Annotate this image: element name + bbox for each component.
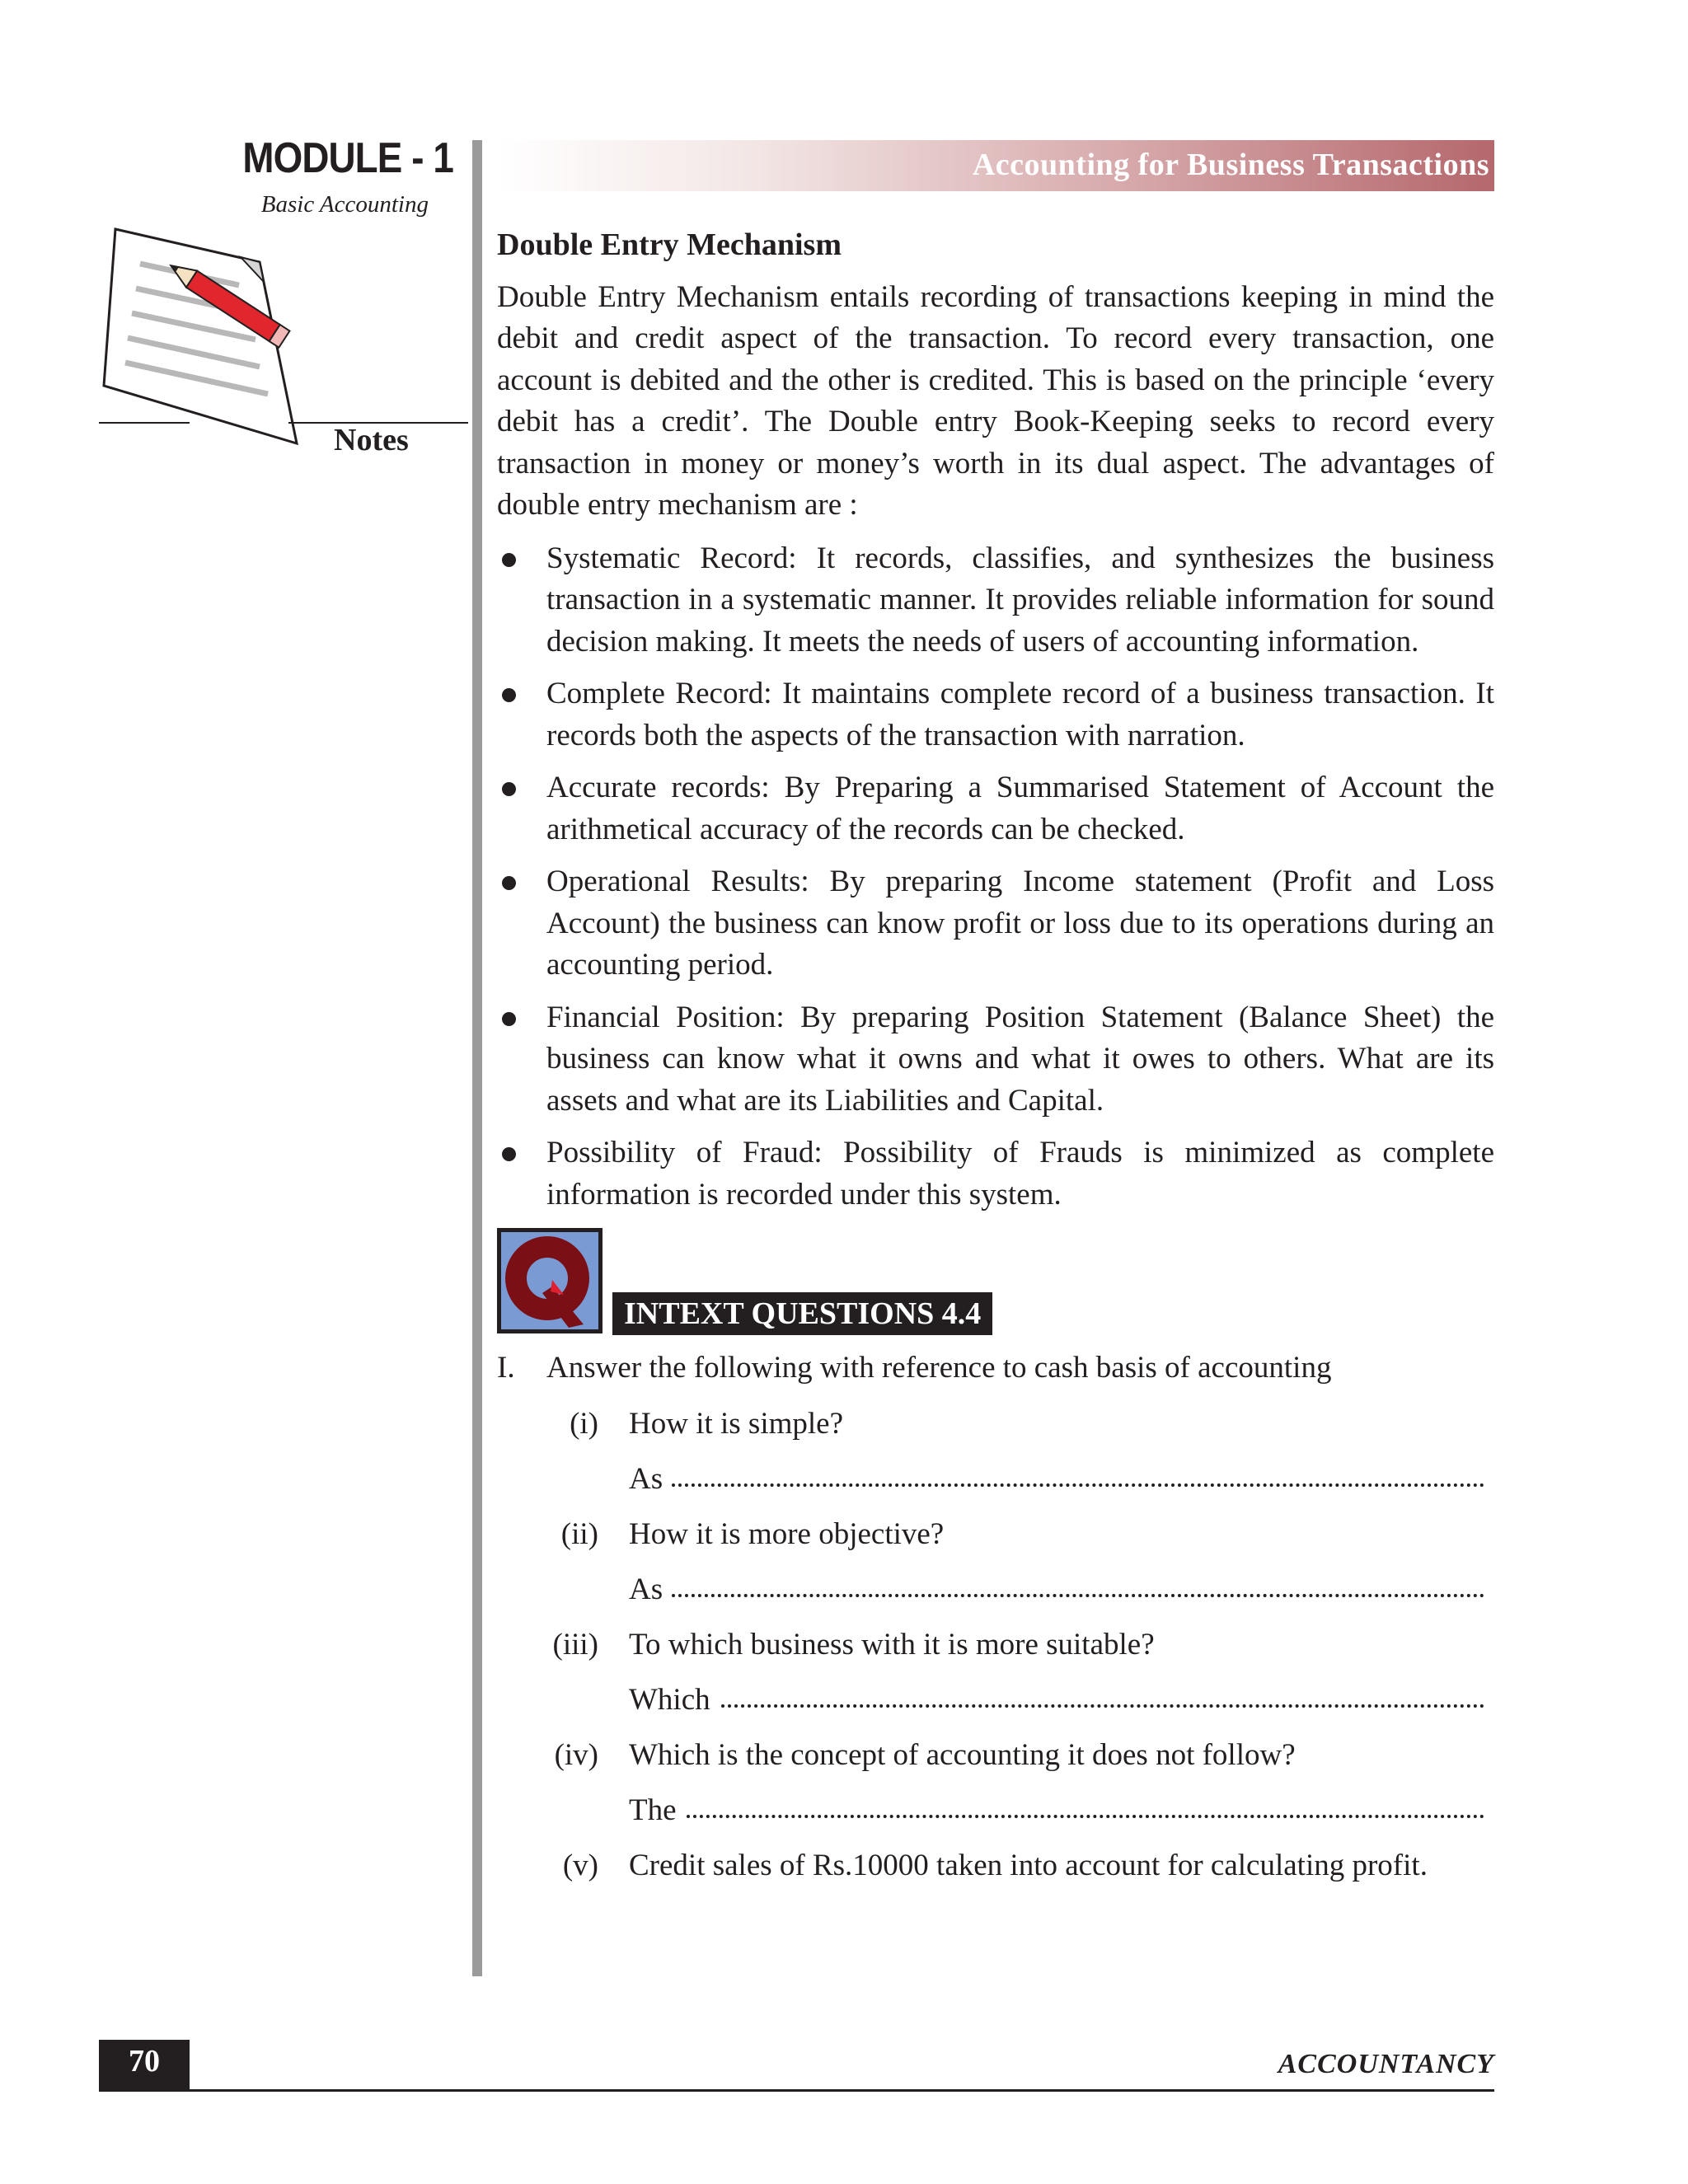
answer-dots: [672, 1594, 1484, 1597]
sub-question-text: How it is more objective?: [629, 1516, 945, 1551]
sub-question: [497, 1845, 1494, 1900]
banner-title: Accounting for Business Transactions: [972, 148, 1489, 182]
answer-start: As: [629, 1572, 663, 1606]
list-item: Possibility of Fraud: Possibility of Frauds is minimized as complete information is recorded under this system.: [497, 1132, 1494, 1216]
question-number: I.: [497, 1351, 515, 1385]
answer-start: Which: [629, 1682, 710, 1717]
footer-book-title: ACCOUNTANCY: [1278, 2049, 1494, 2079]
sub-question-text: Credit sales of Rs.10000 taken into account for calculating profit.: [629, 1848, 1428, 1882]
intext-label: INTEXT QUESTIONS 4.4: [612, 1292, 992, 1335]
advantages-list: [497, 538, 1494, 1216]
answer-line[interactable]: [497, 1680, 1494, 1735]
sub-question-number: (v): [562, 1848, 598, 1882]
sub-question-text: Which is the concept of accounting it does not follow?: [629, 1737, 1296, 1772]
answer-dots: [672, 1483, 1484, 1487]
module-subtitle: Basic Accounting: [260, 191, 429, 218]
bullet-icon: [502, 553, 516, 567]
footer-rule: [99, 2089, 1494, 2092]
answer-line[interactable]: [497, 1459, 1494, 1514]
bullet-icon: [502, 782, 516, 796]
answer-start: The: [629, 1793, 677, 1827]
page-number: 70: [129, 2044, 160, 2079]
question-text: Answer the following with reference to cash basis of accounting: [546, 1351, 1332, 1385]
bullet-icon: [502, 1147, 516, 1161]
question-main: [497, 1347, 1494, 1390]
list-item: Complete Record: It maintains complete record of a business transaction. It records both the aspects of the transaction with narration.: [497, 673, 1494, 757]
list-item: Accurate records: By Preparing a Summarised Statement of Account the arithmetical accuracy of the records can be checked.: [497, 767, 1494, 851]
sub-question-text: To which business with it is more suitable?: [629, 1627, 1155, 1661]
chapter-banner: [497, 140, 1494, 191]
list-item: Operational Results: By preparing Income statement (Profit and Loss Account) the business can know profit or loss due to its operations during an accounting period.: [497, 861, 1494, 987]
sub-question-number: (iii): [552, 1627, 598, 1661]
page-number-box: [99, 2040, 190, 2089]
list-item: Financial Position: By preparing Position Statement (Balance Sheet) the business can know what it owns and what it owes to others. What are its assets and what are its Liabilities and Capital.: [497, 997, 1494, 1122]
sub-question: [497, 1514, 1494, 1569]
section-title: Double Entry Mechanism: [497, 227, 842, 262]
main-content: [497, 224, 1494, 1900]
answer-start: As: [629, 1461, 663, 1496]
sub-question-number: (ii): [560, 1516, 598, 1551]
intext-header: [497, 1228, 1494, 1339]
margin-divider: [472, 140, 482, 1976]
bullet-icon: [502, 1012, 516, 1026]
answer-line[interactable]: [497, 1569, 1494, 1624]
intro-paragraph: Double Entry Mechanism entails recording of transactions keeping in mind the debit and credit aspect of the transaction. To record every transaction, one account is debited and the other is credited. This is based on the principle ‘every debit has a credit’. The Double entry Book-Keeping seeks to record every transaction in money or money’s worth in its dual aspect. The advantages of double entry mechanism are :: [497, 279, 1494, 522]
answer-dots: [687, 1815, 1484, 1818]
sub-question: [497, 1735, 1494, 1790]
question-icon: [497, 1228, 603, 1333]
sub-question-text: How it is simple?: [629, 1406, 844, 1441]
sub-question-number: (i): [570, 1406, 598, 1441]
notes-rule-left: [99, 422, 190, 424]
module-title: MODULE - 1: [242, 134, 453, 182]
notes-pencil-icon: [91, 223, 363, 462]
sub-question: [497, 1624, 1494, 1680]
answer-dots: [721, 1704, 1484, 1708]
sub-question-number: (iv): [554, 1737, 598, 1772]
bullet-icon: [502, 876, 516, 890]
answer-line[interactable]: [497, 1790, 1494, 1845]
notes-label: Notes: [334, 423, 409, 457]
list-item: Systematic Record: It records, classifies, and synthesizes the business transaction in a systematic manner. It provides reliable information for sound decision making. It meets the needs of users of accounting information.: [497, 538, 1494, 663]
bullet-icon: [502, 688, 516, 702]
sub-question: [497, 1404, 1494, 1459]
